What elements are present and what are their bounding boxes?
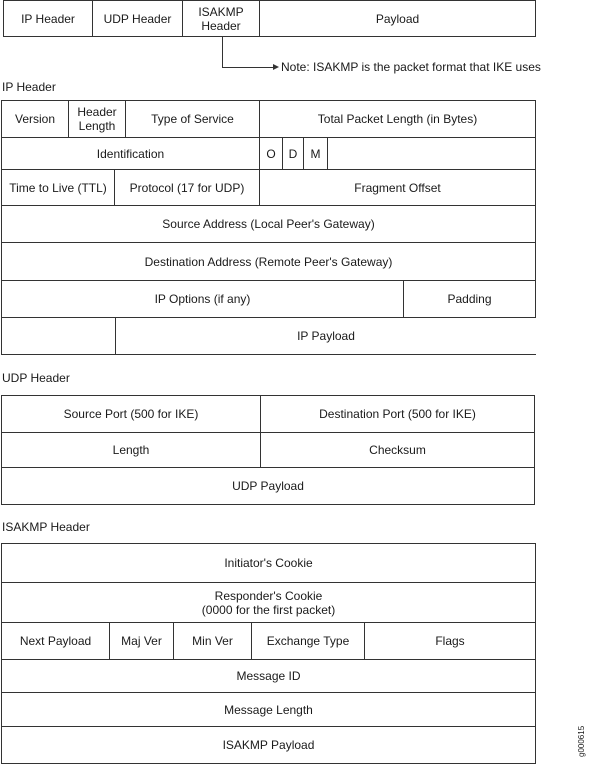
ip-flag-o: O [259,137,283,170]
ip-type-of-service: Type of Service [125,100,260,138]
udp-length: Length [1,432,261,468]
udp-destination-port: Destination Port (500 for IKE) [260,395,535,433]
ip-ttl: Time to Live (TTL) [1,169,115,206]
isakmp-next-payload: Next Payload [1,622,110,660]
note-connector-vertical [222,37,223,67]
isakmp-major-version: Maj Ver [109,622,174,660]
ip-fragment-offset: Fragment Offset [259,169,536,206]
udp-payload: UDP Payload [1,467,535,505]
figure-id: g000615 [577,725,586,757]
top-udp-header: UDP Header [92,0,183,37]
top-payload: Payload [259,0,536,37]
udp-source-port: Source Port (500 for IKE) [1,395,261,433]
isakmp-payload: ISAKMP Payload [1,726,536,764]
ip-identification: Identification [1,137,260,170]
isakmp-message-id: Message ID [1,659,536,693]
ip-options: IP Options (if any) [1,280,404,318]
ip-payload-blank [1,317,116,355]
ip-total-length: Total Packet Length (in Bytes) [259,100,536,138]
note-connector-horizontal [222,67,274,68]
note-text: Note: ISAKMP is the packet format that IKE uses [281,60,541,74]
isakmp-exchange-type: Exchange Type [251,622,365,660]
ip-flag-d: D [282,137,304,170]
isakmp-minor-version: Min Ver [173,622,252,660]
ip-destination-address: Destination Address (Remote Peer's Gateway) [1,242,536,281]
note-arrow-icon [273,64,279,70]
udp-checksum: Checksum [260,432,535,468]
top-ip-header: IP Header [3,0,93,37]
ip-padding: Padding [403,280,536,318]
ip-header-length: Header Length [68,100,126,138]
top-isakmp-header: ISAKMP Header [182,0,260,37]
ip-flags-remainder [327,137,536,170]
isakmp-responder-cookie: Responder's Cookie (0000 for the first packet) [1,582,536,623]
isakmp-header-title: ISAKMP Header [2,520,90,534]
ip-version: Version [1,100,69,138]
ip-protocol: Protocol (17 for UDP) [114,169,260,206]
isakmp-flags: Flags [364,622,536,660]
isakmp-initiator-cookie: Initiator's Cookie [1,543,536,583]
isakmp-message-length: Message Length [1,692,536,727]
ip-header-title: IP Header [2,80,56,94]
udp-header-title: UDP Header [2,371,70,385]
ip-payload: IP Payload [115,317,536,355]
ip-flag-m: M [303,137,328,170]
ip-source-address: Source Address (Local Peer's Gateway) [1,205,536,243]
